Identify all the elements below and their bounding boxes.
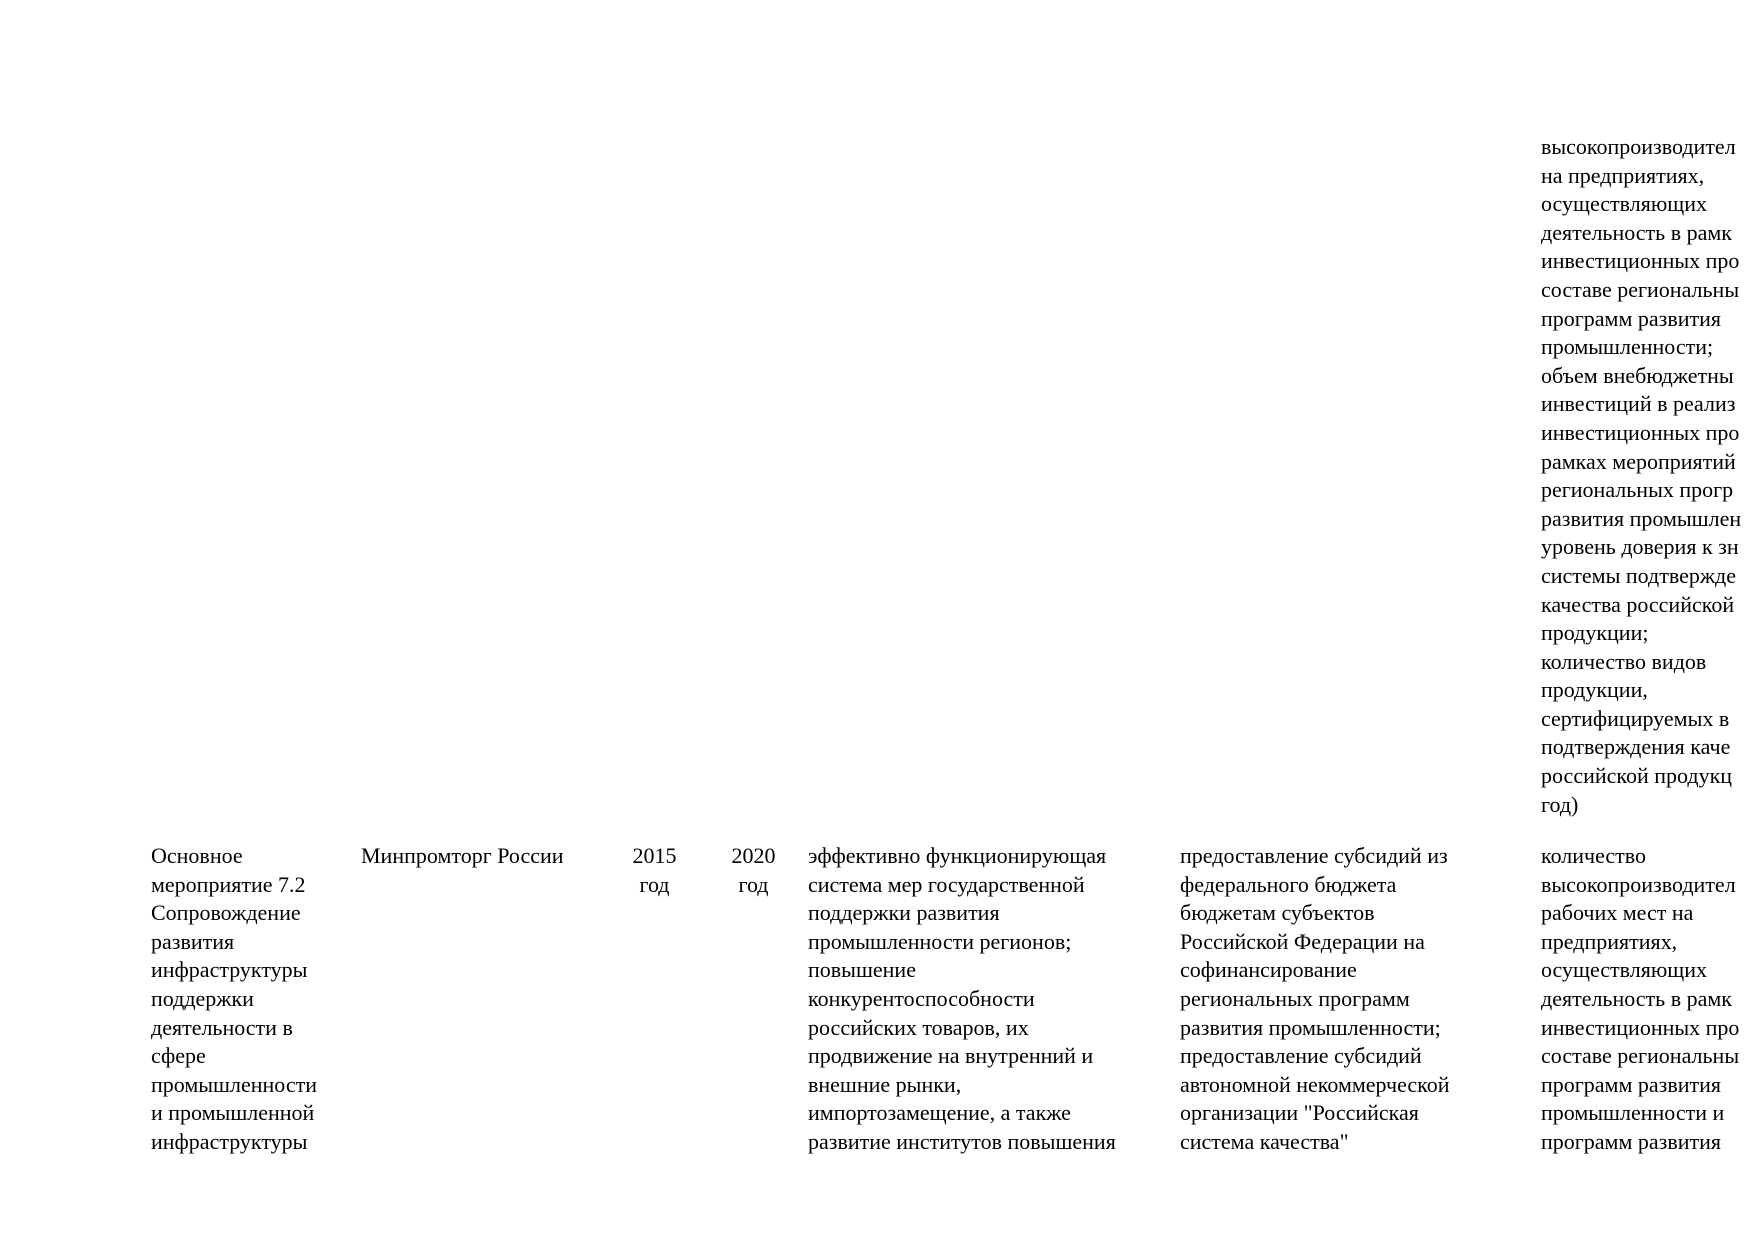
text-line: предоставление субсидий из [1180, 843, 1448, 868]
text-line: софинансирование [1180, 957, 1357, 983]
indicators-cell [1541, 842, 1754, 1157]
text-line: поддержки развития [808, 900, 1000, 926]
text-line: мероприятие 7.2 [151, 871, 306, 897]
text-line: продукции, [1541, 677, 1648, 703]
text-line: федерального бюджета [1180, 871, 1397, 897]
text-line: деятельность в рамк [1541, 219, 1732, 245]
text-line: составе региональны [1541, 276, 1740, 302]
text-line: рамках мероприятий [1541, 448, 1736, 474]
text-line: деятельности в [151, 1014, 293, 1040]
text-line: система качества" [1180, 1128, 1349, 1154]
text-line: количество видов [1541, 648, 1707, 674]
text-line: промышленности регионов; [808, 928, 1072, 954]
text-line: развития [151, 928, 235, 954]
text-line: развития промышленности; [1180, 1014, 1441, 1040]
text-line: программ развития [1541, 305, 1722, 331]
text-line: 2015 [632, 843, 677, 868]
text-line: внешние рынки, [808, 1071, 962, 1097]
end-year-cell [715, 842, 792, 899]
text-line: эффективно функционирующая [808, 843, 1107, 868]
main-areas-cell [1180, 842, 1510, 1157]
text-line: высокопроизводител [1541, 871, 1736, 897]
text-line: инвестиционных про [1541, 1014, 1740, 1040]
text-line: бюджетам субъектов [1180, 900, 1375, 926]
text-line: уровень доверия к зн [1541, 534, 1739, 560]
text-line: развитие институтов повышения [808, 1128, 1116, 1154]
activity-name-cell [151, 842, 356, 1157]
text-line: год [639, 871, 670, 897]
text-line: организации "Российская [1180, 1100, 1419, 1126]
text-line: осуществляющих [1541, 957, 1707, 983]
text-line: количество [1541, 843, 1647, 868]
text-line: инфраструктуры [151, 957, 308, 983]
text-line: региональных программ [1180, 985, 1410, 1011]
text-line: 2020 [731, 843, 776, 868]
indicators-continuation-cell [1541, 133, 1754, 819]
start-year-cell [616, 842, 693, 899]
text-line: осуществляющих [1541, 191, 1707, 217]
text-line: высокопроизводител [1541, 134, 1736, 159]
text-line: российской продукц [1541, 763, 1733, 789]
text-line: системы подтвержде [1541, 562, 1737, 588]
text-line: продвижение на внутренний и [808, 1043, 1094, 1069]
text-line: конкурентоспособности [808, 985, 1035, 1011]
text-line: год [738, 871, 769, 897]
text-line: Российской Федерации на [1180, 928, 1425, 954]
text-line: рабочих мест на [1541, 900, 1694, 926]
text-line: объем внебюджетны [1541, 362, 1734, 388]
text-line: региональных прогр [1541, 477, 1734, 503]
text-line: система мер государственной [808, 871, 1085, 897]
text-line: сертифицируемых в [1541, 705, 1730, 731]
text-line: Сопровождение [151, 900, 301, 926]
text-line: инвестиций в реализ [1541, 391, 1736, 417]
text-line: поддержки [151, 985, 254, 1011]
text-line: качества российской [1541, 591, 1735, 617]
text-line: инфраструктуры [151, 1128, 308, 1154]
text-line: инвестиционных про [1541, 419, 1740, 445]
text-line: российских товаров, их [808, 1014, 1029, 1040]
executor-cell [361, 842, 611, 871]
text-line: повышение [808, 957, 916, 983]
text-line: предоставление субсидий [1180, 1043, 1422, 1069]
text-line: промышленности и [1541, 1100, 1725, 1126]
text-line: программ развития [1541, 1128, 1722, 1154]
text-line: подтверждения каче [1541, 734, 1731, 760]
text-line: развития промышлен [1541, 505, 1742, 531]
text-line: промышленности; [1541, 334, 1714, 360]
text-line: Основное [151, 843, 243, 868]
text-line: сфере [151, 1043, 206, 1069]
text-line: составе региональны [1541, 1043, 1740, 1069]
text-line: предприятиях, [1541, 928, 1678, 954]
text-line: продукции; [1541, 620, 1649, 646]
text-line: Минпромторг России [361, 843, 564, 868]
text-line: и промышленной [151, 1100, 315, 1126]
text-line: импортозамещение, а также [808, 1100, 1071, 1126]
expected-result-cell [808, 842, 1168, 1157]
text-line: деятельность в рамк [1541, 985, 1732, 1011]
text-line: на предприятиях, [1541, 162, 1705, 188]
text-line: год) [1541, 791, 1579, 817]
text-line: инвестиционных про [1541, 248, 1740, 274]
text-line: промышленности [151, 1071, 317, 1097]
text-line: автономной некоммерческой [1180, 1071, 1450, 1097]
text-line: программ развития [1541, 1071, 1722, 1097]
